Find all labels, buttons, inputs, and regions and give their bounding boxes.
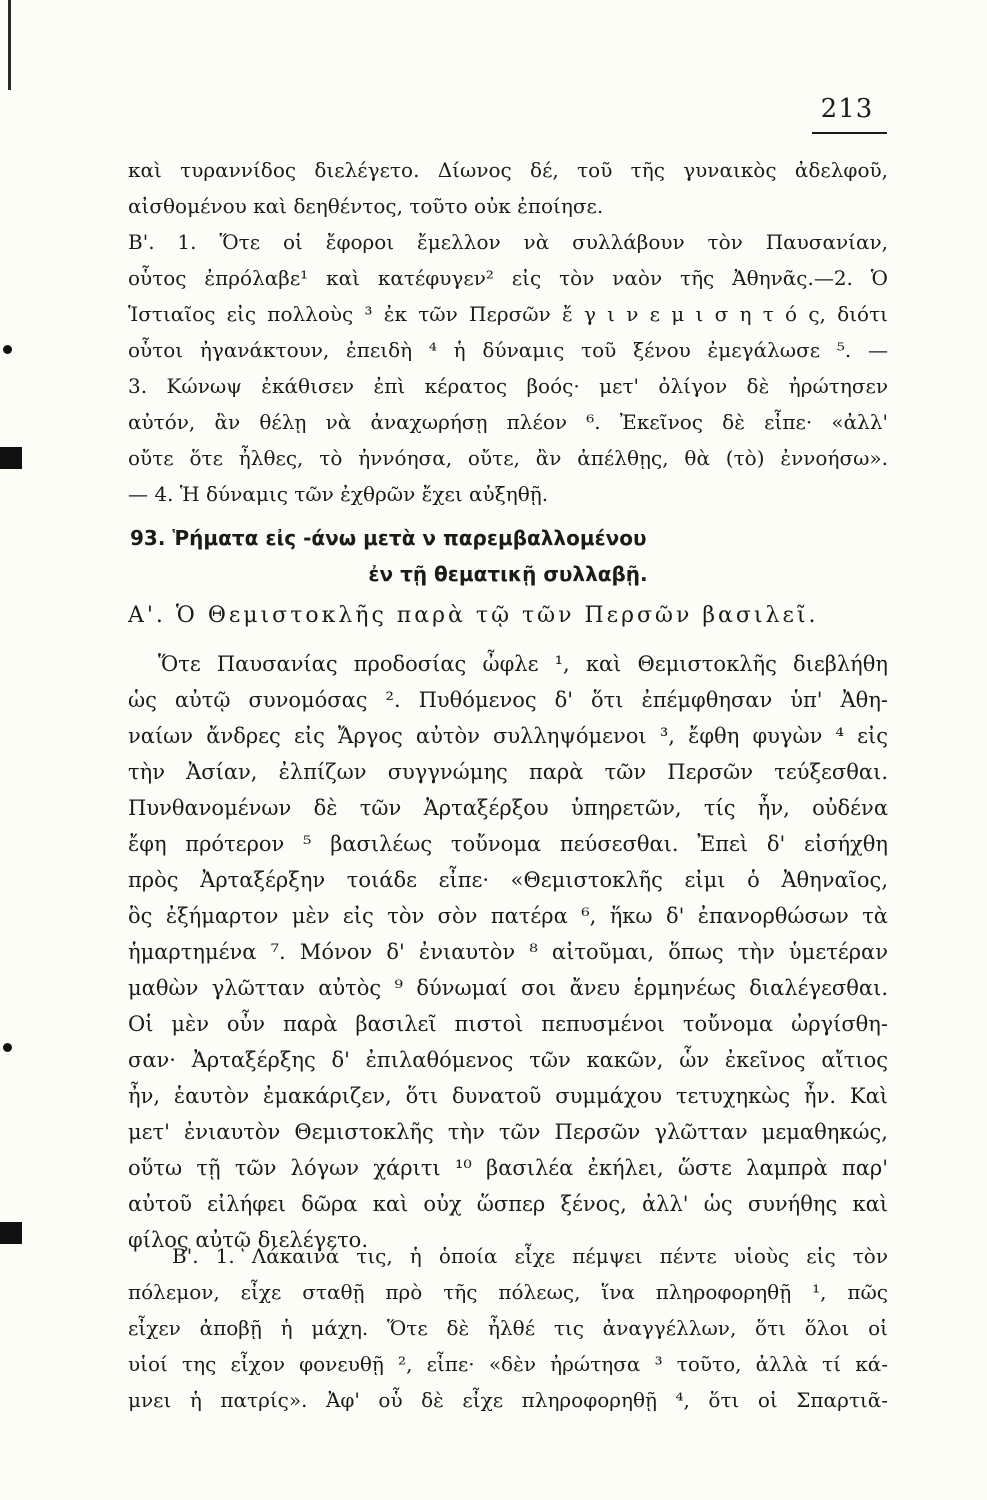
text-line: αὐτόν, ἂν θέλῃ νὰ ἀναχωρήσῃ πλέον ⁶. Ἐκεῖνος δὲ εἶπε· «ἀλλ'	[128, 410, 888, 434]
text-line: μαθὼν γλῶτταν αὐτὸς ⁹ δύνωμαί σοι ἄνευ ἑρμηνέως διαλέγεσθαι.	[128, 976, 888, 1000]
text-line: ναίων ἄνδρες εἰς Ἄργος αὐτὸν συλληψόμενοι ³, ἔφθη φυγὼν ⁴ εἰς	[128, 724, 888, 748]
subsection-title: Α'. Ὁ Θεμιστοκλῆς παρὰ τῷ τῶν Περσῶν βασιλεῖ.	[128, 603, 819, 628]
text-line: 3. Κώνωψ ἐκάθισεν ἐπὶ κέρατος βοός· μετ' ὀλίγον δὲ ἠρώτησεν	[128, 374, 888, 398]
text-line: μετ' ἐνιαυτὸν Θεμιστοκλῆς τὴν τῶν Περσῶν γλῶτταν μεμαθηκώς,	[128, 1120, 888, 1144]
text-line: αἰσθομένου καὶ δεηθέντος, τοῦτο οὐκ ἐποίησε.	[128, 194, 604, 218]
text-line: οὔτε ὅτε ἦλθες, τὸ ἠννόησα, οὔτε, ἂν ἀπέλθῃς, θὰ (τὸ) ἐννοήσω».	[128, 446, 888, 470]
margin-hole-mark	[3, 1043, 12, 1052]
text-line: μνει ἡ πατρίς». Ἀφ' οὗ δὲ εἶχε πληροφορηθῇ ⁴, ὅτι οἱ Σπαρτιᾶ-	[128, 1388, 888, 1412]
text-line: πρὸς Ἀρταξέρξην τοιάδε εἶπε· «Θεμιστοκλῆς εἰμι ὁ Ἀθηναῖος,	[128, 868, 888, 892]
text-line: Ἱστιαῖος εἰς πολλοὺς ³ ἐκ τῶν Περσῶν ἔ γ ι ν ε μ ι σ η τ ό ς, διότι	[128, 302, 888, 326]
page-number-rule	[812, 132, 887, 134]
text-line: Ὅτε Παυσανίας προδοσίας ὦφλε ¹, καὶ Θεμιστοκλῆς διεβλήθη	[158, 652, 888, 676]
text-line: οὗτοι ἠγανάκτουν, ἐπειδὴ ⁴ ἡ δύναμις τοῦ ξένου ἐμεγάλωσε ⁵. —	[128, 338, 888, 362]
text-line: αὐτοῦ εἰλήφει δῶρα καὶ οὐχ ὥσπερ ξένος, ἀλλ' ὡς συνήθης καὶ	[128, 1192, 888, 1216]
margin-hole-mark	[3, 345, 12, 354]
text-line: ἡμαρτημένα ⁷. Μόνον δ' ἐνιαυτὸν ⁸ αἰτοῦμαι, ὅπως τὴν ὑμετέραν	[128, 940, 888, 964]
text-line: ὃς ἐξήμαρτον μὲν εἰς τὸν σὸν πατέρα ⁶, ἥκω δ' ἐπανορθώσων τὰ	[128, 904, 888, 928]
section-heading-line-1: 93. Ῥήματα εἰς -άνω μετὰ ν παρεμβαλλομένου	[130, 526, 647, 550]
paragraph-block-3	[128, 1238, 888, 1418]
text-line: πόλεμον, εἶχε σταθῇ πρὸ τῆς πόλεως, ἵνα πληροφορηθῇ ¹, πῶς	[128, 1280, 888, 1304]
text-line: Πυνθανομένων δὲ τῶν Ἀρταξέρξου ὑπηρετῶν, τίς ἦν, οὐδένα	[128, 796, 888, 820]
text-line: — 4. Ἡ δύναμις τῶν ἐχθρῶν ἔχει αὐξηθῇ.	[128, 482, 549, 506]
text-line: υἱοί της εἶχον φονευθῇ ², εἶπε· «δὲν ἠρώτησα ³ τοῦτο, ἀλλὰ τί κά-	[128, 1352, 888, 1376]
text-line: καὶ τυραννίδος διελέγετο. Δίωνος δέ, τοῦ τῆς γυναικὸς ἀδελφοῦ,	[128, 158, 888, 182]
text-line: τὴν Ἀσίαν, ἐλπίζων συγγνώμης παρὰ τῶν Περσῶν τεύξεσθαι.	[128, 760, 888, 784]
text-line: Β'. 1. Ὅτε οἱ ἔφοροι ἔμελλον νὰ συλλάβουν τὸν Παυσανίαν,	[128, 230, 888, 254]
page-number: 213	[820, 94, 874, 124]
margin-tab-mark	[0, 1222, 22, 1244]
text-line: ἔφη πρότερον ⁵ βασιλέως τοὔνομα πεύσεσθαι. Ἐπεὶ δ' εἰσήχθη	[128, 832, 888, 856]
paragraph-block-1	[128, 152, 888, 512]
section-heading	[128, 520, 888, 592]
text-line: Οἱ μὲν οὖν παρὰ βασιλεῖ πιστοὶ πεπυσμένοι τοὔνομα ὠργίσθη-	[128, 1012, 888, 1036]
text-line: ὡς αὐτῷ συνομόσας ². Πυθόμενος δ' ὅτι ἐπέμφθησαν ὑπ' Ἀθη-	[128, 688, 888, 712]
margin-tab-mark	[0, 447, 22, 469]
text-line: φίλος αὐτῷ διελέγετο.	[128, 1228, 369, 1252]
text-line: σαν· Ἀρταξέρξης δ' ἐπιλαθόμενος τῶν κακῶν, ὧν ἐκεῖνος αἴτιος	[128, 1048, 888, 1072]
section-heading-line-2: ἐν τῇ θεματικῇ συλλαβῇ.	[368, 562, 648, 586]
text-line: οὗτος ἐπρόλαβε¹ καὶ κατέφυγεν² εἰς τὸν ναὸν τῆς Ἀθηνᾶς.—2. Ὁ	[128, 266, 888, 290]
text-line: οὕτω τῇ τῶν λόγων χάριτι ¹⁰ βασιλέα ἐκήλει, ὥστε λαμπρὰ παρ'	[128, 1156, 888, 1180]
book-spine-edge	[8, 0, 11, 1500]
text-line: Β'. 1. Λάκαινά τις, ἡ ὁποία εἶχε πέμψει πέντε υἱοὺς εἰς τὸν	[172, 1244, 888, 1268]
paragraph-block-2	[128, 646, 888, 1258]
text-line: εἶχεν ἀποβῇ ἡ μάχη. Ὅτε δὲ ἦλθέ τις ἀναγγέλλων, ὅτι ὅλοι οἱ	[128, 1316, 888, 1340]
text-line: ἦν, ἑαυτὸν ἐμακάριζεν, ὅτι δυνατοῦ συμμάχου τετυχηκὼς ἦν. Καὶ	[128, 1084, 888, 1108]
